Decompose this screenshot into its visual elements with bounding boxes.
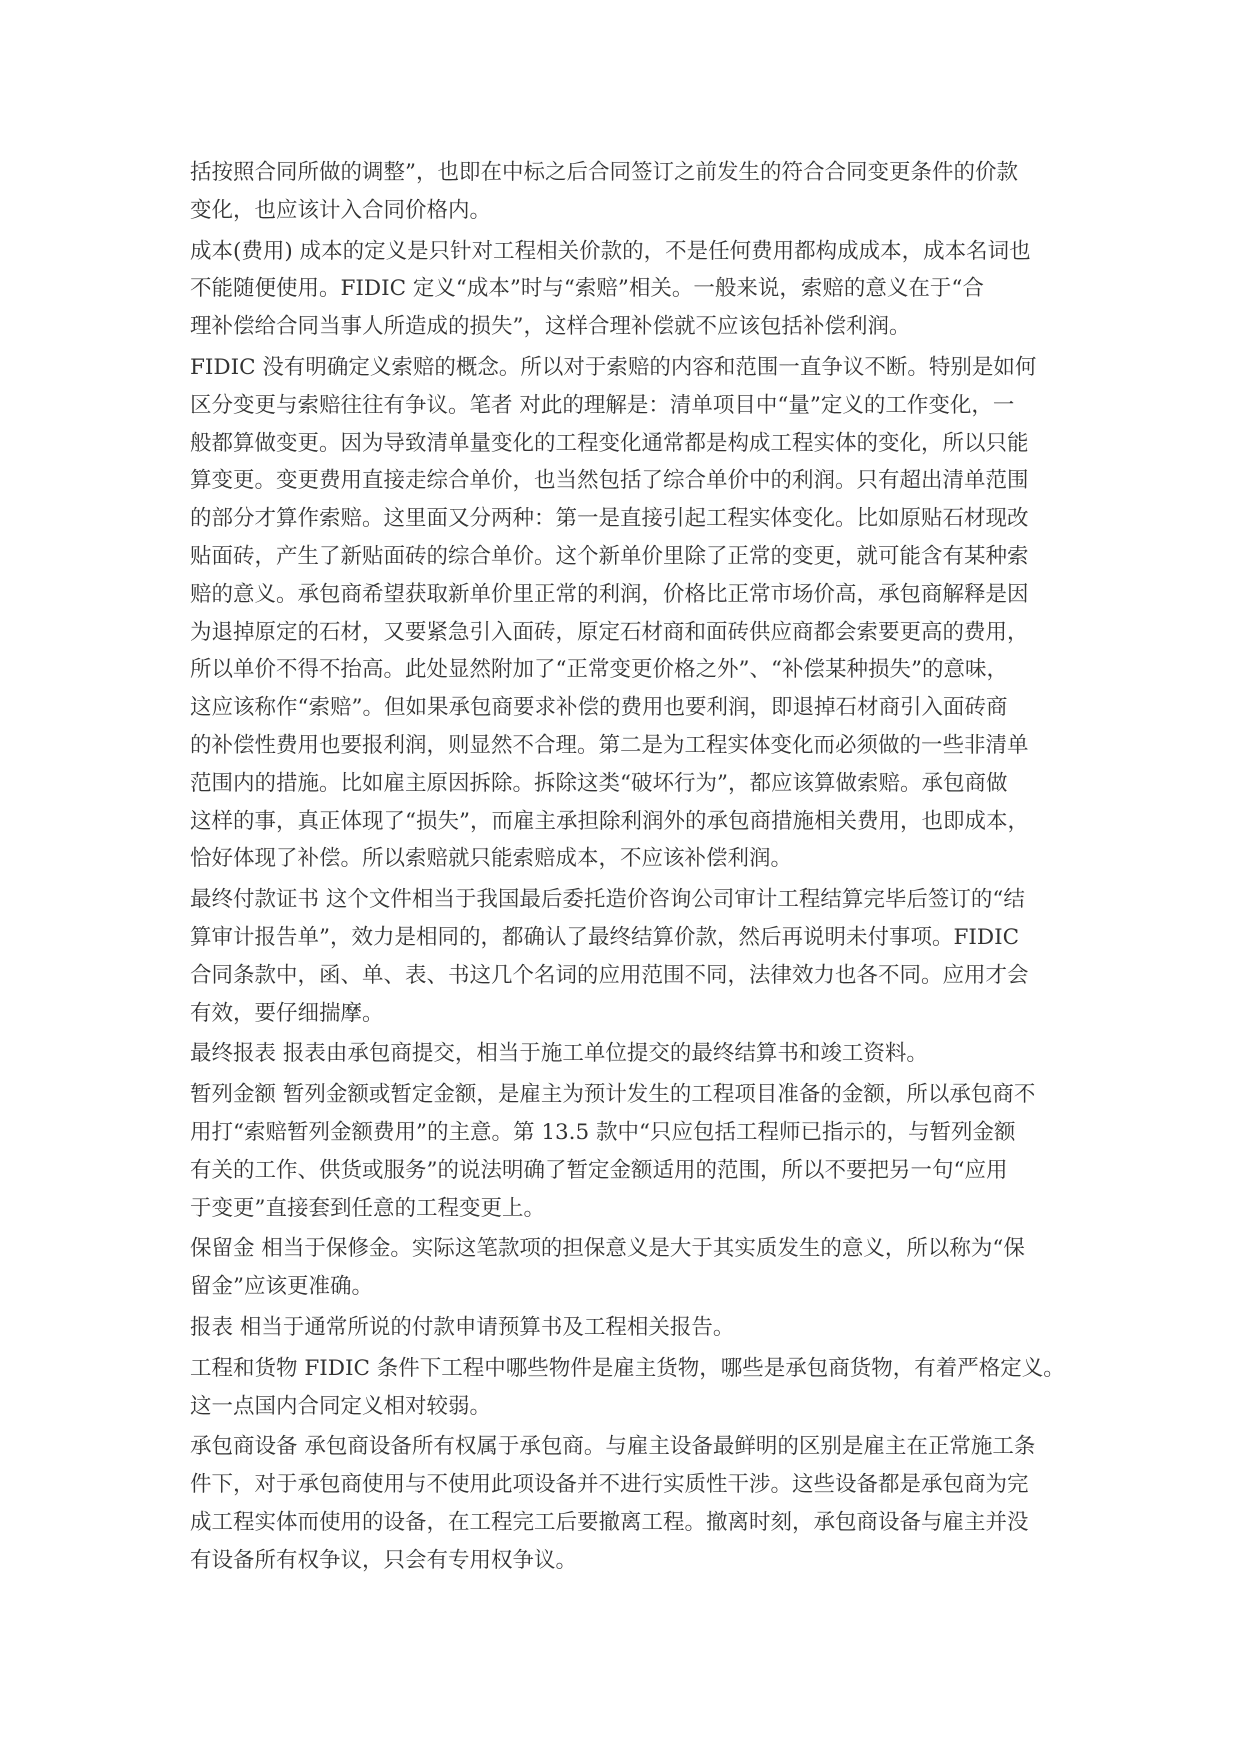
text-line: 保留金 相当于保修金。实际这笔款项的担保意义是大于其实质发生的意义，所以称为“保 bbox=[190, 1236, 1025, 1262]
paragraph-cost bbox=[190, 233, 1210, 346]
text-line: 这一点国内合同定义相对较弱。 bbox=[190, 1393, 492, 1419]
text-line: 变化，也应该计入合同价格内。 bbox=[190, 197, 492, 223]
text-line: 承包商设备 承包商设备所有权属于承包商。与雇主设备最鲜明的区别是雇主在正常施工条 bbox=[190, 1434, 1036, 1460]
text-line: 理补偿给合同当事人所造成的损失”，这样合理补偿就不应该包括补偿利润。 bbox=[190, 314, 911, 340]
text-line: 最终付款证书 这个文件相当于我国最后委托造价咨询公司审计工程结算完毕后签订的“结 bbox=[190, 887, 1025, 913]
text-line: 于变更”直接套到任意的工程变更上。 bbox=[190, 1195, 545, 1221]
text-line: 有效，要仔细揣摩。 bbox=[190, 1000, 384, 1026]
document-body bbox=[190, 154, 1210, 1582]
text-line: 所以单价不得不抬高。此处显然附加了“正常变更价格之外”、“补偿某种损失”的意味， bbox=[190, 657, 1008, 683]
paragraph-contract-price-continued bbox=[190, 154, 1210, 230]
paragraph-claims bbox=[190, 349, 1210, 878]
text-line: 合同条款中，函、单、表、书这几个名词的应用范围不同，法律效力也各不同。应用才会 bbox=[190, 962, 1029, 988]
text-line: 的部分才算作索赔。这里面又分两种：第一是直接引起工程实体变化。比如原贴石材现改 bbox=[190, 506, 1029, 532]
text-line: 恰好体现了补偿。所以索赔就只能索赔成本，不应该补偿利润。 bbox=[190, 846, 793, 872]
paragraph-statement bbox=[190, 1309, 1210, 1347]
text-line: 括按照合同所做的调整”，也即在中标之后合同签订之前发生的符合合同变更条件的价款 bbox=[190, 160, 1018, 185]
text-line: 贴面砖，产生了新贴面砖的综合单价。这个新单价里除了正常的变更，就可能含有某种索 bbox=[190, 543, 1029, 569]
paragraph-final-statement bbox=[190, 1035, 1210, 1073]
text-line: FIDIC 没有明确定义索赔的概念。所以对于索赔的内容和范围一直争议不断。特别是如何 bbox=[190, 354, 1037, 380]
text-line: 这样的事，真正体现了“损失”，而雇主承担除利润外的承包商措施相关费用，也即成本， bbox=[190, 808, 1029, 834]
paragraph-works-and-goods bbox=[190, 1350, 1210, 1426]
paragraph-contractor-equipment bbox=[190, 1428, 1210, 1579]
paragraph-final-payment-certificate bbox=[190, 881, 1210, 1032]
text-line: 最终报表 报表由承包商提交，相当于施工单位提交的最终结算书和竣工资料。 bbox=[190, 1041, 928, 1067]
text-line: 区分变更与索赔往往有争议。笔者 对此的理解是：清单项目中“量”定义的工作变化，一 bbox=[190, 392, 1015, 418]
text-line: 留金”应该更准确。 bbox=[190, 1274, 373, 1300]
text-line: 这应该称作“索赔”。但如果承包商要求补偿的费用也要利润，即退掉石材商引入面砖商 bbox=[190, 695, 1008, 721]
text-line: 用打“索赔暂列金额费用”的主意。第 13.5 款中“只应包括工程师已指示的，与暂列金额 bbox=[190, 1119, 1016, 1145]
text-line: 为退掉原定的石材，又要紧急引入面砖，原定石材商和面砖供应商都会索要更高的费用， bbox=[190, 619, 1029, 645]
text-line: 工程和货物 FIDIC 条件下工程中哪些物件是雇主货物，哪些是承包商货物，有着严格定义。 bbox=[190, 1355, 1065, 1381]
text-line: 有关的工作、供货或服务”的说法明确了暂定金额适用的范围，所以不要把另一句“应用 bbox=[190, 1157, 1008, 1183]
text-line: 件下，对于承包商使用与不使用此项设备并不进行实质性干涉。这些设备都是承包商为完 bbox=[190, 1472, 1029, 1498]
text-line: 成本(费用) 成本的定义是只针对工程相关价款的，不是任何费用都构成成本，成本名词也 bbox=[190, 238, 1031, 264]
text-line: 般都算做变更。因为导致清单量变化的工程变化通常都是构成工程实体的变化，所以只能 bbox=[190, 430, 1029, 456]
text-line: 成工程实体而使用的设备，在工程完工后要撤离工程。撤离时刻，承包商设备与雇主并没 bbox=[190, 1509, 1029, 1535]
text-line: 算变更。变更费用直接走综合单价，也当然包括了综合单价中的利润。只有超出清单范围 bbox=[190, 468, 1029, 494]
text-line: 有设备所有权争议，只会有专用权争议。 bbox=[190, 1547, 578, 1573]
text-line: 报表 相当于通常所说的付款申请预算书及工程相关报告。 bbox=[190, 1314, 735, 1340]
text-line: 暂列金额 暂列金额或暂定金额，是雇主为预计发生的工程项目准备的金额，所以承包商不 bbox=[190, 1082, 1036, 1108]
text-line: 不能随便使用。FIDIC 定义“成本”时与“索赔”相关。一般来说，索赔的意义在于“合 bbox=[190, 276, 984, 302]
paragraph-provisional-sum bbox=[190, 1076, 1210, 1227]
text-line: 赔的意义。承包商希望获取新单价里正常的利润，价格比正常市场价高，承包商解释是因 bbox=[190, 581, 1029, 607]
paragraph-retention-money bbox=[190, 1230, 1210, 1306]
text-line: 范围内的措施。比如雇主原因拆除。拆除这类“破坏行为”，都应该算做索赔。承包商做 bbox=[190, 770, 1008, 796]
text-line: 的补偿性费用也要报利润，则显然不合理。第二是为工程实体变化而必须做的一些非清单 bbox=[190, 732, 1029, 758]
text-line: 算审计报告单”，效力是相同的，都确认了最终结算价款，然后再说明未付事项。FIDIC bbox=[190, 924, 1020, 950]
